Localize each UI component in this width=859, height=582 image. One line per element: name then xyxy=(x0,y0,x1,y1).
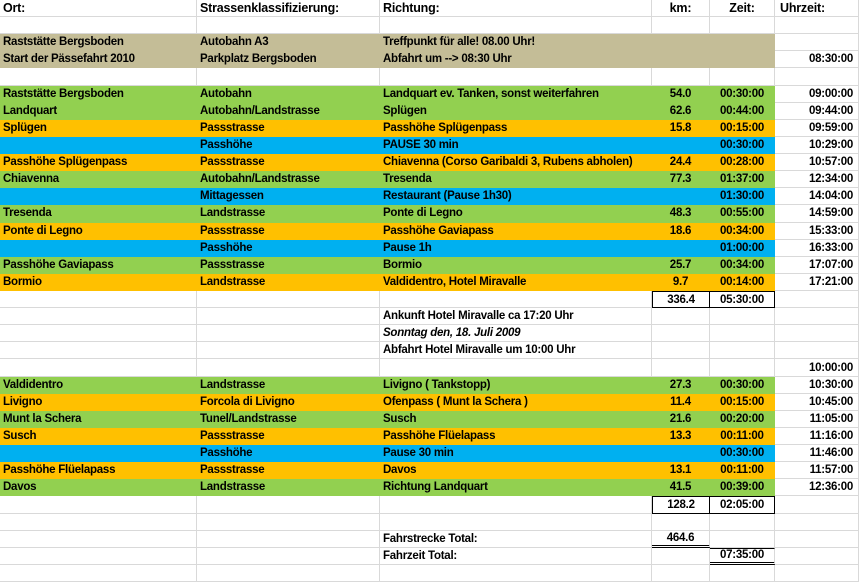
sheet-row xyxy=(0,120,859,137)
cell-uhrzeit[interactable]: 11:16:00 xyxy=(775,428,859,445)
cell-uhrzeit[interactable]: 09:00:00 xyxy=(775,86,859,103)
cell-ort[interactable] xyxy=(0,325,197,342)
cell-ort[interactable]: Munt la Schera xyxy=(0,411,197,428)
cell-richtung[interactable]: Chiavenna (Corso Garibaldi 3, Rubens abholen) xyxy=(380,154,652,171)
sheet-row xyxy=(0,342,859,359)
cell-ort[interactable] xyxy=(0,565,197,582)
sheet-row xyxy=(0,479,859,496)
cell-ort[interactable] xyxy=(0,68,197,85)
cell-strassenklassifizierung[interactable]: Landstrasse xyxy=(197,479,380,496)
cell-strassenklassifizierung[interactable] xyxy=(197,308,380,325)
cell-strassenklassifizierung[interactable]: Mittagessen xyxy=(197,188,380,205)
cell-uhrzeit[interactable] xyxy=(775,531,859,548)
cell-ort[interactable] xyxy=(0,496,197,513)
cell-zeit[interactable]: 00:15:00 xyxy=(710,394,775,411)
cell-strassenklassifizierung[interactable] xyxy=(197,17,380,34)
cell-ort[interactable] xyxy=(0,17,197,34)
cell-uhrzeit[interactable]: 10:45:00 xyxy=(775,394,859,411)
sheet-row xyxy=(0,325,859,342)
cell-uhrzeit[interactable]: 11:46:00 xyxy=(775,445,859,462)
sheet-row xyxy=(0,308,859,325)
cell-uhrzeit[interactable]: 17:07:00 xyxy=(775,257,859,274)
cell-richtung[interactable]: Pause 1h xyxy=(380,240,652,257)
cell-richtung[interactable] xyxy=(380,68,652,85)
sheet-row xyxy=(0,531,859,548)
cell-uhrzeit[interactable]: 14:59:00 xyxy=(775,205,859,222)
cell-zeit[interactable]: 00:15:00 xyxy=(710,120,775,137)
cell-strassenklassifizierung[interactable] xyxy=(197,342,380,359)
cell-zeit[interactable]: 00:30:00 xyxy=(710,86,775,103)
cell-zeit[interactable]: 00:30:00 xyxy=(710,377,775,394)
cell-strassenklassifizierung[interactable]: Passstrasse xyxy=(197,120,380,137)
cell-ort[interactable] xyxy=(0,531,197,548)
cell-km[interactable]: 13.3 xyxy=(652,428,710,445)
header-uhrzeit[interactable]: Uhrzeit: xyxy=(775,0,859,17)
cell-strassenklassifizierung[interactable]: Landstrasse xyxy=(197,205,380,222)
cell-km[interactable]: 21.6 xyxy=(652,411,710,428)
cell-zeit[interactable] xyxy=(710,342,775,359)
cell-km[interactable]: 13.1 xyxy=(652,462,710,479)
cell-uhrzeit[interactable] xyxy=(775,17,859,34)
cell-uhrzeit[interactable] xyxy=(775,34,859,51)
cell-strassenklassifizierung[interactable]: Passstrasse xyxy=(197,257,380,274)
cell-strassenklassifizierung[interactable] xyxy=(197,359,380,376)
sheet-row xyxy=(0,103,859,120)
cell-ort[interactable] xyxy=(0,359,197,376)
cell-zeit[interactable] xyxy=(710,68,775,85)
cell-zeit[interactable]: 00:30:00 xyxy=(710,137,775,154)
cell-ort[interactable]: Passhöhe Flüelapass xyxy=(0,462,197,479)
sheet-row xyxy=(0,445,859,462)
cell-zeit[interactable] xyxy=(710,531,775,548)
sheet-row xyxy=(0,394,859,411)
sheet-row xyxy=(0,86,859,103)
cell-km[interactable] xyxy=(652,445,710,462)
sheet-row xyxy=(0,428,859,445)
cell-km[interactable] xyxy=(652,514,710,531)
header-strassenklassifizierung[interactable]: Strassenklassifizierung: xyxy=(197,0,380,17)
cell-strassenklassifizierung[interactable]: Autobahn/Landstrasse xyxy=(197,103,380,120)
cell-ort[interactable]: Ponte di Legno xyxy=(0,223,197,240)
cell-ort[interactable]: Raststätte Bergsboden xyxy=(0,86,197,103)
cell-strassenklassifizierung[interactable]: Passstrasse xyxy=(197,428,380,445)
cell-zeit[interactable]: 00:30:00 xyxy=(710,445,775,462)
cell-ort[interactable] xyxy=(0,445,197,462)
cell-richtung[interactable]: Richtung Landquart xyxy=(380,479,652,496)
cell-zeit[interactable]: 00:11:00 xyxy=(710,428,775,445)
cell-km[interactable] xyxy=(652,359,710,376)
cell-uhrzeit[interactable] xyxy=(775,342,859,359)
cell-strassenklassifizierung[interactable]: Passhöhe xyxy=(197,137,380,154)
cell-zeit[interactable]: 01:00:00 xyxy=(710,240,775,257)
cell-uhrzeit[interactable]: 17:21:00 xyxy=(775,274,859,291)
sheet-row xyxy=(0,240,859,257)
header-km[interactable]: km: xyxy=(652,0,710,17)
cell-zeit[interactable] xyxy=(710,51,775,68)
cell-uhrzeit[interactable]: 12:36:00 xyxy=(775,479,859,496)
cell-strassenklassifizierung[interactable]: Passstrasse xyxy=(197,154,380,171)
cell-richtung[interactable]: Tresenda xyxy=(380,171,652,188)
cell-strassenklassifizierung[interactable] xyxy=(197,68,380,85)
sheet-row xyxy=(0,68,859,85)
cell-zeit[interactable]: 00:28:00 xyxy=(710,154,775,171)
cell-ort[interactable]: Susch xyxy=(0,428,197,445)
cell-uhrzeit[interactable]: 10:30:00 xyxy=(775,377,859,394)
cell-zeit[interactable] xyxy=(710,514,775,531)
cell-uhrzeit[interactable] xyxy=(775,496,859,513)
cell-strassenklassifizierung[interactable]: Passhöhe xyxy=(197,240,380,257)
cell-uhrzeit[interactable] xyxy=(775,565,859,582)
cell-strassenklassifizierung[interactable]: Landstrasse xyxy=(197,377,380,394)
header-row xyxy=(0,0,859,17)
cell-strassenklassifizierung[interactable] xyxy=(197,291,380,308)
cell-richtung[interactable]: Susch xyxy=(380,411,652,428)
cell-richtung[interactable]: Passhöhe Gaviapass xyxy=(380,223,652,240)
cell-richtung[interactable] xyxy=(380,565,652,582)
cell-km[interactable]: 15.8 xyxy=(652,120,710,137)
cell-zeit[interactable] xyxy=(710,359,775,376)
cell-strassenklassifizierung[interactable]: Forcola di Livigno xyxy=(197,394,380,411)
cell-richtung[interactable]: Treffpunkt für alle! 08.00 Uhr! xyxy=(380,34,652,51)
cell-richtung[interactable]: Abfahrt Hotel Miravalle um 10:00 Uhr xyxy=(380,342,652,359)
cell-ort[interactable]: Landquart xyxy=(0,103,197,120)
cell-richtung[interactable] xyxy=(380,291,652,308)
cell-km[interactable] xyxy=(652,308,710,325)
cell-richtung[interactable]: Ankunft Hotel Miravalle ca 17:20 Uhr xyxy=(380,308,652,325)
cell-ort[interactable]: Passhöhe Splügenpass xyxy=(0,154,197,171)
cell-zeit[interactable]: 00:20:00 xyxy=(710,411,775,428)
cell-richtung[interactable]: Davos xyxy=(380,462,652,479)
cell-uhrzeit[interactable]: 15:33:00 xyxy=(775,223,859,240)
cell-km[interactable]: 77.3 xyxy=(652,171,710,188)
sheet-row xyxy=(0,496,859,513)
cell-zeit[interactable] xyxy=(710,325,775,342)
sheet-row xyxy=(0,377,859,394)
cell-ort[interactable]: Tresenda xyxy=(0,205,197,222)
cell-zeit[interactable] xyxy=(710,565,775,582)
cell-ort[interactable] xyxy=(0,548,197,565)
cell-uhrzeit[interactable] xyxy=(775,68,859,85)
cell-zeit[interactable]: 00:39:00 xyxy=(710,479,775,496)
cell-ort[interactable] xyxy=(0,291,197,308)
cell-uhrzeit[interactable]: 11:05:00 xyxy=(775,411,859,428)
cell-richtung[interactable]: Ofenpass ( Munt la Schera ) xyxy=(380,394,652,411)
cell-ort[interactable]: Valdidentro xyxy=(0,377,197,394)
cell-km[interactable]: 27.3 xyxy=(652,377,710,394)
cell-zeit[interactable] xyxy=(710,34,775,51)
cell-uhrzeit[interactable]: 10:00:00 xyxy=(775,359,859,376)
sheet-row xyxy=(0,137,859,154)
cell-zeit[interactable]: 01:30:00 xyxy=(710,188,775,205)
header-richtung[interactable]: Richtung: xyxy=(380,0,652,17)
cell-strassenklassifizierung[interactable]: Passhöhe xyxy=(197,445,380,462)
cell-uhrzeit[interactable]: 10:29:00 xyxy=(775,137,859,154)
cell-richtung[interactable]: Abfahrt um --> 08:30 Uhr xyxy=(380,51,652,68)
cell-richtung[interactable]: Restaurant (Pause 1h30) xyxy=(380,188,652,205)
cell-richtung[interactable] xyxy=(380,514,652,531)
cell-km[interactable] xyxy=(652,51,710,68)
cell-km[interactable]: 24.4 xyxy=(652,154,710,171)
cell-km[interactable]: 128.2 xyxy=(652,496,710,513)
cell-richtung[interactable]: PAUSE 30 min xyxy=(380,137,652,154)
cell-km[interactable] xyxy=(652,34,710,51)
cell-richtung[interactable] xyxy=(380,17,652,34)
cell-uhrzeit[interactable]: 14:04:00 xyxy=(775,188,859,205)
cell-ort[interactable] xyxy=(0,188,197,205)
cell-richtung[interactable]: Passhöhe Splügenpass xyxy=(380,120,652,137)
cell-ort[interactable] xyxy=(0,308,197,325)
sheet-row xyxy=(0,462,859,479)
sheet-row xyxy=(0,514,859,531)
cell-km[interactable] xyxy=(652,240,710,257)
cell-km[interactable]: 48.3 xyxy=(652,205,710,222)
cell-richtung[interactable]: Pause 30 min xyxy=(380,445,652,462)
cell-richtung[interactable]: Sonntag den, 18. Juli 2009 xyxy=(380,325,652,342)
cell-ort[interactable]: Passhöhe Gaviapass xyxy=(0,257,197,274)
sheet-row xyxy=(0,223,859,240)
cell-km[interactable]: 41.5 xyxy=(652,479,710,496)
cell-zeit[interactable]: 00:14:00 xyxy=(710,274,775,291)
cell-strassenklassifizierung[interactable] xyxy=(197,325,380,342)
cell-zeit[interactable]: 00:34:00 xyxy=(710,257,775,274)
cell-richtung[interactable]: Livigno ( Tankstopp) xyxy=(380,377,652,394)
cell-zeit[interactable]: 05:30:00 xyxy=(710,291,775,308)
cell-zeit[interactable]: 01:37:00 xyxy=(710,171,775,188)
cell-ort[interactable] xyxy=(0,137,197,154)
cell-km[interactable]: 336.4 xyxy=(652,291,710,308)
cell-richtung[interactable]: Bormio xyxy=(380,257,652,274)
sheet-row xyxy=(0,171,859,188)
cell-ort[interactable]: Start der Pässefahrt 2010 xyxy=(0,51,197,68)
cell-richtung[interactable] xyxy=(380,359,652,376)
cell-strassenklassifizierung[interactable] xyxy=(197,565,380,582)
cell-km[interactable]: 464.6 xyxy=(652,531,710,548)
sheet-row xyxy=(0,34,859,51)
cell-zeit[interactable]: 00:34:00 xyxy=(710,223,775,240)
cell-km[interactable]: 9.7 xyxy=(652,274,710,291)
cell-km[interactable] xyxy=(652,565,710,582)
cell-zeit[interactable]: 00:44:00 xyxy=(710,103,775,120)
cell-ort[interactable]: Raststätte Bergsboden xyxy=(0,34,197,51)
cell-uhrzeit[interactable]: 09:44:00 xyxy=(775,103,859,120)
cell-richtung[interactable]: Landquart ev. Tanken, sonst weiterfahren xyxy=(380,86,652,103)
cell-strassenklassifizierung[interactable]: Passstrasse xyxy=(197,462,380,479)
cell-zeit[interactable]: 07:35:00 xyxy=(710,548,775,565)
cell-km[interactable] xyxy=(652,17,710,34)
cell-strassenklassifizierung[interactable]: Tunel/Landstrasse xyxy=(197,411,380,428)
cell-richtung[interactable] xyxy=(380,496,652,513)
cell-km[interactable] xyxy=(652,548,710,565)
cell-richtung[interactable]: Splügen xyxy=(380,103,652,120)
cell-uhrzeit[interactable]: 12:34:00 xyxy=(775,171,859,188)
cell-ort[interactable] xyxy=(0,514,197,531)
cell-uhrzeit[interactable] xyxy=(775,514,859,531)
cell-ort[interactable]: Davos xyxy=(0,479,197,496)
sheet-row xyxy=(0,291,859,308)
cell-km[interactable] xyxy=(652,137,710,154)
sheet-row xyxy=(0,411,859,428)
cell-zeit[interactable]: 00:55:00 xyxy=(710,205,775,222)
cell-uhrzeit[interactable]: 09:59:00 xyxy=(775,120,859,137)
cell-strassenklassifizierung[interactable] xyxy=(197,514,380,531)
cell-strassenklassifizierung[interactable] xyxy=(197,548,380,565)
header-ort[interactable]: Ort: xyxy=(0,0,197,17)
cell-zeit[interactable]: 02:05:00 xyxy=(710,496,775,513)
sheet-row xyxy=(0,565,859,582)
sheet-row xyxy=(0,188,859,205)
cell-zeit[interactable] xyxy=(710,17,775,34)
sheet-row xyxy=(0,154,859,171)
header-zeit[interactable]: Zeit: xyxy=(710,0,775,17)
sheet-row xyxy=(0,17,859,34)
cell-uhrzeit[interactable] xyxy=(775,291,859,308)
cell-km[interactable] xyxy=(652,342,710,359)
cell-ort[interactable]: Bormio xyxy=(0,274,197,291)
cell-strassenklassifizierung[interactable] xyxy=(197,496,380,513)
cell-km[interactable]: 25.7 xyxy=(652,257,710,274)
cell-uhrzeit[interactable] xyxy=(775,548,859,565)
cell-km[interactable]: 54.0 xyxy=(652,86,710,103)
cell-strassenklassifizierung[interactable]: Passstrasse xyxy=(197,223,380,240)
cell-strassenklassifizierung[interactable]: Autobahn A3 xyxy=(197,34,380,51)
cell-km[interactable] xyxy=(652,325,710,342)
cell-uhrzeit[interactable]: 08:30:00 xyxy=(775,51,859,68)
sheet-row xyxy=(0,548,859,565)
cell-zeit[interactable] xyxy=(710,308,775,325)
cell-km[interactable] xyxy=(652,68,710,85)
sheet-row xyxy=(0,51,859,68)
cell-richtung[interactable]: Fahrstrecke Total: xyxy=(380,531,652,548)
cell-km[interactable] xyxy=(652,188,710,205)
sheet-row xyxy=(0,359,859,376)
cell-uhrzeit[interactable]: 11:57:00 xyxy=(775,462,859,479)
cell-uhrzeit[interactable] xyxy=(775,325,859,342)
cell-km[interactable]: 62.6 xyxy=(652,103,710,120)
cell-km[interactable]: 11.4 xyxy=(652,394,710,411)
cell-ort[interactable] xyxy=(0,342,197,359)
cell-ort[interactable] xyxy=(0,240,197,257)
cell-richtung[interactable]: Passhöhe Flüelapass xyxy=(380,428,652,445)
cell-uhrzeit[interactable]: 10:57:00 xyxy=(775,154,859,171)
cell-ort[interactable]: Splügen xyxy=(0,120,197,137)
cell-strassenklassifizierung[interactable]: Parkplatz Bergsboden xyxy=(197,51,380,68)
cell-uhrzeit[interactable]: 16:33:00 xyxy=(775,240,859,257)
cell-richtung[interactable]: Fahrzeit Total: xyxy=(380,548,652,565)
cell-zeit[interactable]: 00:11:00 xyxy=(710,462,775,479)
sheet-row xyxy=(0,257,859,274)
cell-strassenklassifizierung[interactable] xyxy=(197,531,380,548)
cell-ort[interactable]: Chiavenna xyxy=(0,171,197,188)
cell-strassenklassifizierung[interactable]: Autobahn/Landstrasse xyxy=(197,171,380,188)
cell-ort[interactable]: Livigno xyxy=(0,394,197,411)
cell-strassenklassifizierung[interactable]: Landstrasse xyxy=(197,274,380,291)
sheet-row xyxy=(0,205,859,222)
cell-km[interactable]: 18.6 xyxy=(652,223,710,240)
cell-uhrzeit[interactable] xyxy=(775,308,859,325)
sheet-row xyxy=(0,274,859,291)
cell-richtung[interactable]: Valdidentro, Hotel Miravalle xyxy=(380,274,652,291)
cell-strassenklassifizierung[interactable]: Autobahn xyxy=(197,86,380,103)
cell-richtung[interactable]: Ponte di Legno xyxy=(380,205,652,222)
